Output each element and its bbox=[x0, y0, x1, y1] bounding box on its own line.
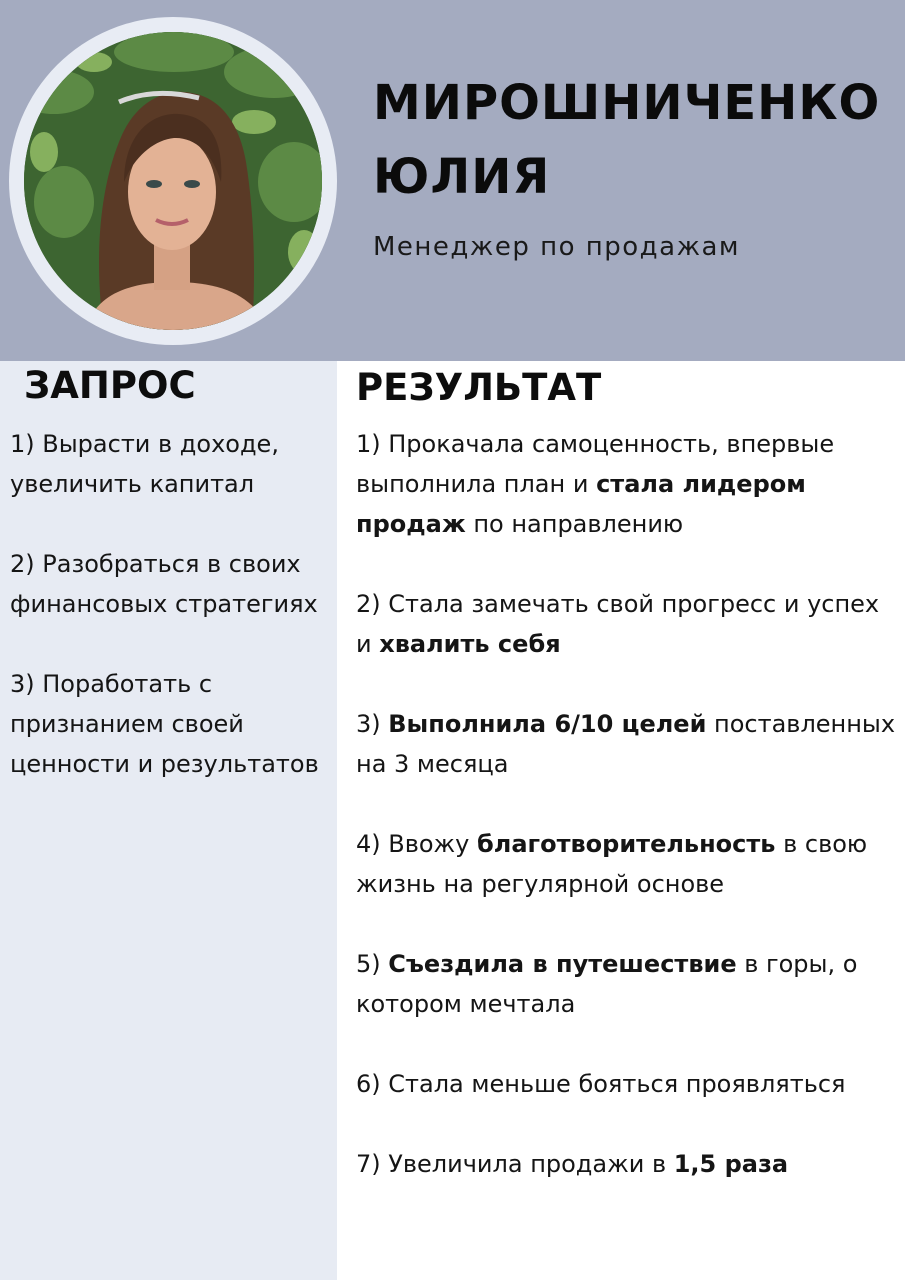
result-list bbox=[356, 424, 901, 1224]
result-item: 5) Съездила в путешествие в горы, о котором мечтала bbox=[356, 950, 858, 1018]
result-item: 3) Выполнила 6/10 целей поставленных на 3 месяца bbox=[356, 710, 896, 778]
result-title: РЕЗУЛЬТАТ bbox=[356, 366, 602, 409]
profile-photo-image bbox=[24, 32, 322, 330]
result-item: 4) Ввожу благотворительность в свою жизнь на регулярной основе bbox=[356, 830, 868, 898]
result-item: 2) Стала замечать свой прогресс и успех и хвалить себя bbox=[356, 590, 880, 658]
result-item: 1) Прокачала самоценность, впервые выполнила план и стала лидером продаж по направлению bbox=[356, 430, 835, 538]
profile-name-last: МИРОШНИЧЕНКО bbox=[373, 75, 881, 131]
request-item: 1) Вырасти в доходе, увеличить капитал bbox=[10, 430, 279, 498]
request-item: 3) Поработать с признанием своей ценности и результатов bbox=[10, 670, 319, 778]
profile-name-first: ЮЛИЯ bbox=[373, 149, 551, 205]
profile-role: Менеджер по продажам bbox=[373, 232, 741, 262]
request-item: 2) Разобраться в своих финансовых стратегиях bbox=[10, 550, 318, 618]
result-item: 6) Стала меньше бояться проявляться bbox=[356, 1070, 846, 1098]
avatar bbox=[24, 32, 322, 330]
result-item: 7) Увеличила продажи в 1,5 раза bbox=[356, 1150, 789, 1178]
request-list bbox=[10, 424, 332, 824]
request-title: ЗАПРОС bbox=[24, 364, 196, 407]
profile-name bbox=[373, 66, 903, 214]
